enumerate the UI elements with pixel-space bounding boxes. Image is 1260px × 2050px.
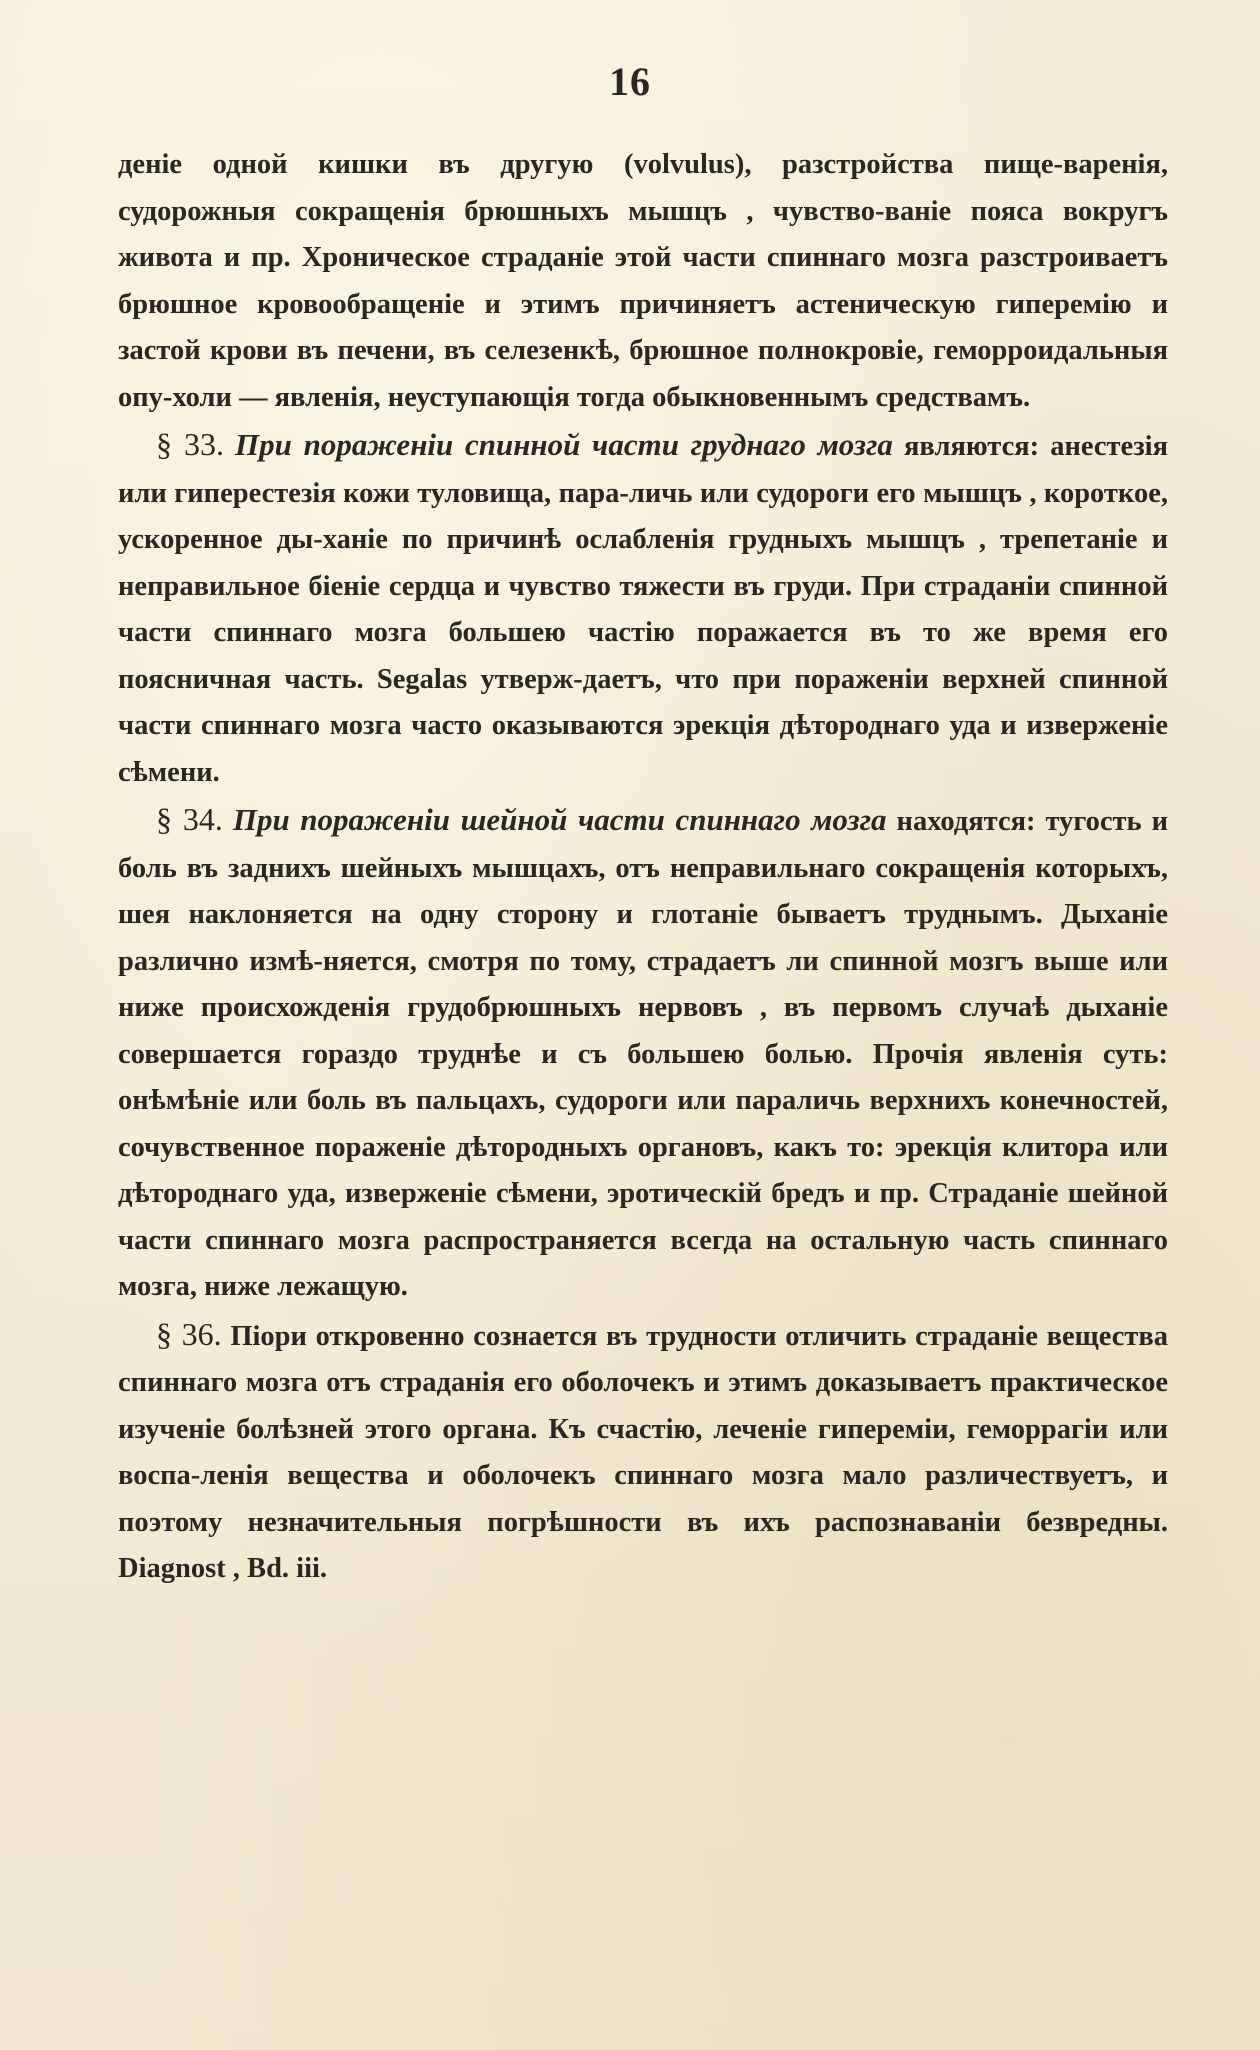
- paragraph-section-33: [118, 421, 1168, 796]
- paragraph-section-36: [118, 1311, 1168, 1593]
- paragraph-text: находятся: тугость и боль въ заднихъ шейныхъ мышцахъ, отъ неправильнаго сокращенія которыхъ, шея наклоняется на одну сторону и глотаніе бываетъ труднымъ. Дыханіе различно измѣ-няется, смотря по тому, страдаетъ ли спинной мозгъ выше или ниже происхожденія грудобрюшныхъ нервовъ , въ первомъ случаѣ дыханіе совершается гораздо труднѣе и съ большею болью. Прочія явленія суть: онѣмѣніе или боль въ пальцахъ, судороги или параличь верхнихъ конечностей, сочувственное пораженіе дѣтородныхъ органовъ, какъ то: эрекція клитора или дѣтороднаго уда, изверженіе сѣмени, эротическій бредъ и пр. Страданіе шейной части спиннаго мозга распространяется всегда на остальную часть спиннаго мозга, ниже лежащую.: [118, 806, 1169, 1302]
- body-text: [118, 142, 1168, 1593]
- paragraph-text: являются: анестезія или гиперестезія кожи туловища, пара-личь или судороги его мышцъ , короткое, ускоренное ды-ханіе по причинѣ ослабленія грудныхъ мышцъ , трепетаніе и неправильное біеніе сердца и чувство тяжести въ груди. При страданіи спинной части спиннаго мозга большею частію поражается въ то же время его поясничная часть. Segalas утверж-даетъ, что при пораженіи верхней спинной части спиннаго мозга часто оказываются эрекція дѣтороднаго уда и изверженіе сѣмени.: [118, 431, 1168, 788]
- section-heading: При пораженіи шейной части спиннаго мозга: [232, 802, 887, 837]
- section-number: § 33.: [156, 426, 224, 462]
- section-number: § 36.: [156, 1315, 222, 1352]
- paragraph-section-34: [118, 796, 1168, 1311]
- paragraph-continuation: [118, 142, 1168, 421]
- paragraph-text: деніе одной кишки въ другую (volvulus), разстройства пище-варенія, судорожныя сокращенія брюшныхъ мышцъ , чувство-ваніе пояса вокругъ живота и пр. Хроническое страданіе этой части спиннаго мозга разстроиваетъ брюшное кровообращеніе и этимъ причиняетъ астеническую гиперемію и застой крови въ печени, въ селезенкѣ, брюшное полнокровіе, геморроидальныя опу-холи — явленія, неуступающія тогда обыкновеннымъ средствамъ.: [118, 149, 1168, 413]
- section-number: § 34.: [156, 801, 223, 837]
- section-heading: При пораженіи спинной части груднаго мозга: [235, 427, 893, 462]
- page-number: 16: [609, 59, 651, 104]
- paragraph-text: Піори откровенно сознается въ трудности отличить страданіе вещества спиннаго мозга отъ страданія его оболочекъ и этимъ доказываетъ практическое изученіе болѣзней этого органа. Къ счастію, леченіе гипереміи, геморрагіи или воспа-ленія вещества и оболочекъ спиннаго мозга мало различествуетъ, и поэтому незначительныя погрѣшности въ ихъ распознаваніи безвредны. Diagnost , Bd. iii.: [118, 1320, 1169, 1584]
